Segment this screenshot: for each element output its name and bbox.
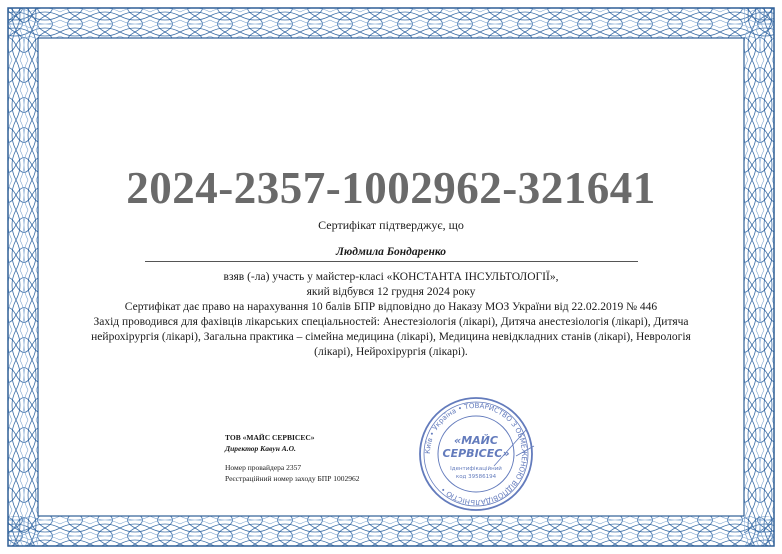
provider-number: Номер провайдера 2357 [225, 463, 302, 472]
specialties-line-1: Захід проводився для фахівців лікарських спеціальностей: Анестезіологія (лікарі), Дитяча анестезіологія (лікарі), Дитяча [93, 316, 689, 328]
participation-line: взяв (-ла) участь у майстер-класі «КОНСТАНТА ІНСУЛЬТОЛОГІЇ», [223, 271, 559, 283]
name-underline [145, 261, 638, 262]
seal-ring-text: Київ • Україна • ТОВАРИСТВО З ОБМЕЖЕНОЮ ВІДПОВІДАЛЬНІСТЮ • [423, 401, 529, 507]
specialties-line-3: (лікарі), Нейрохірургія (лікарі). [314, 346, 468, 358]
registration-number: Реєстраційний номер заходу БПР 1002962 [225, 474, 360, 483]
certificate-details [60, 270, 722, 360]
organization-block [225, 432, 360, 484]
confirmation-text: Сертифікат підтверджує, що [318, 218, 464, 232]
specialties-line-2: нейрохірургія (лікарі), Загальна практика – сімейна медицина (лікарі), Медицина невідкладних станів (лікарі), Неврологія [91, 331, 691, 343]
event-date-line: який відбувся 12 грудня 2024 року [306, 286, 476, 298]
seal-id-code: код 39586194 [455, 474, 497, 480]
certificate-number: 2024-2357-1002962-321641 [126, 163, 656, 213]
company-seal [416, 394, 536, 514]
director-name: Директор Кавун А.О. [225, 444, 296, 453]
organization-name: ТОВ «МАЙС СЕРВІСЕС» [225, 433, 315, 442]
seal-id-label: Ідентифікаційний [450, 466, 502, 472]
participant-name: Людмила Бондаренко [335, 246, 447, 258]
points-line: Сертифікат дає право на нарахування 10 балів БПР відповідно до Наказу МОЗ України від 22.02.2019 № 446 [124, 301, 658, 313]
seal-name-line-2: СЕРВІСЕС» [442, 447, 510, 460]
seal-name-line-1: «МАЙС [454, 434, 498, 447]
